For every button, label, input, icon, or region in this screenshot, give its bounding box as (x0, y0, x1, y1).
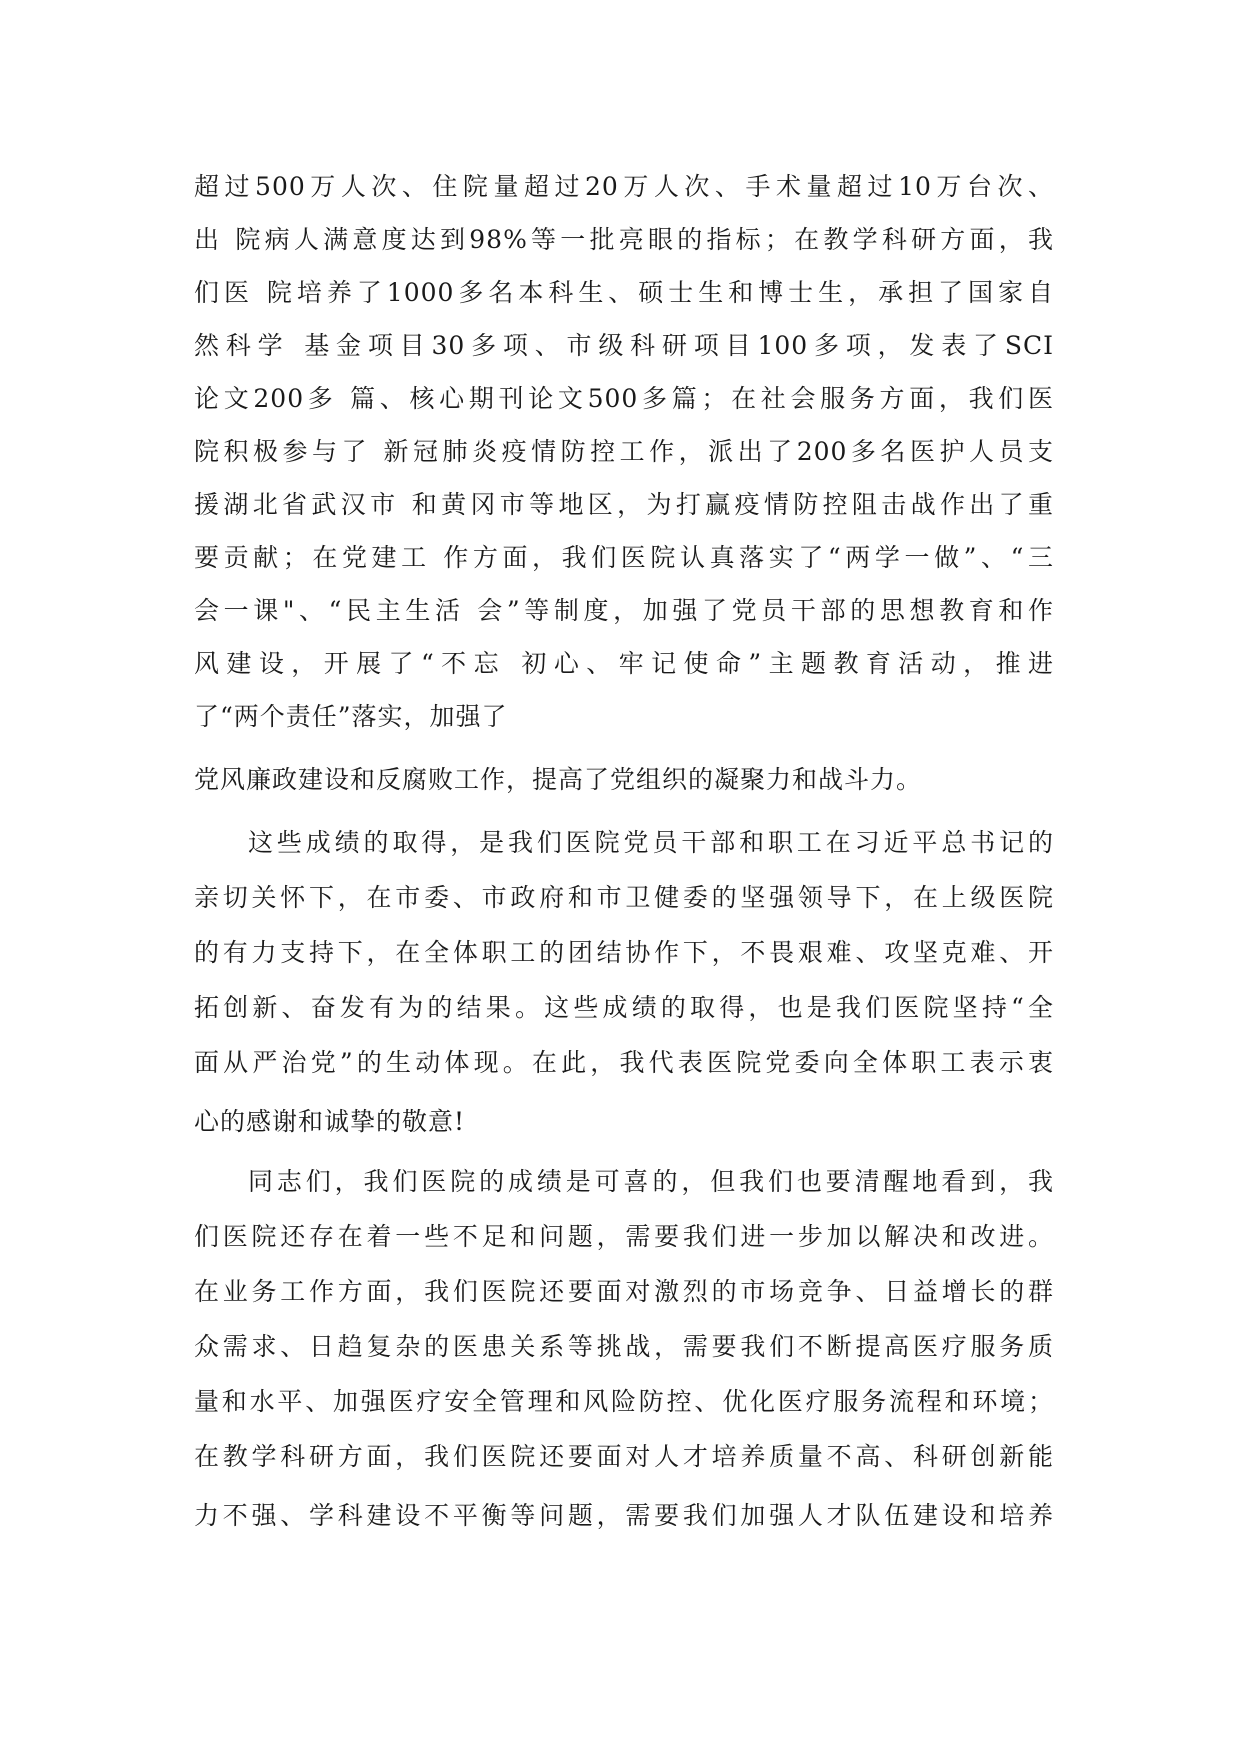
text-line: 会一课"、“民主生活 会”等制度，加强了党员干部的思想教育和作 (194, 596, 1054, 625)
text-line: 在业务工作方面，我们医院还要面对激烈的市场竞争、日益增长的群 (194, 1277, 1054, 1306)
text-line: 这些成绩的取得，是我们医院党员干部和职工在习近平总书记的 (248, 828, 1054, 857)
text-line: 了“两个责任”落实，加强了 (194, 702, 508, 731)
text-line: 院积极参与了 新冠肺炎疫情防控工作，派出了200多名医护人员支 (194, 437, 1054, 466)
text-line: 们医院还存在着一些不足和问题，需要我们进一步加以解决和改进。 (194, 1222, 1054, 1251)
text-line: 众需求、日趋复杂的医患关系等挑战，需要我们不断提高医疗服务质 (194, 1332, 1054, 1361)
text-line: 的有力支持下，在全体职工的团结协作下，不畏艰难、攻坚克难、开 (194, 938, 1054, 967)
text-line: 要贡献；在党建工 作方面，我们医院认真落实了“两学一做”、“三 (194, 543, 1054, 572)
text-line: 超过500万人次、住院量超过20万人次、手术量超过10万台次、 (194, 172, 1054, 201)
text-line: 亲切关怀下，在市委、市政府和市卫健委的坚强领导下，在上级医院 (194, 883, 1054, 912)
text-line: 拓创新、奋发有为的结果。这些成绩的取得，也是我们医院坚持“全 (194, 993, 1054, 1022)
text-line: 党风廉政建设和反腐败工作，提高了党组织的凝聚力和战斗力。 (194, 765, 923, 794)
text-line: 然科学 基金项目30多项、市级科研项目100多项，发表了SCI (194, 331, 1054, 360)
text-line: 风建设，开展了“不忘 初心、牢记使命”主题教育活动，推进 (194, 649, 1054, 678)
text-line: 出 院病人满意度达到98%等一批亮眼的指标；在教学科研方面，我 (194, 225, 1054, 254)
text-line: 论文200多 篇、核心期刊论文500多篇；在社会服务方面，我们医 (194, 384, 1054, 413)
text-line: 援湖北省武汉市 和黄冈市等地区，为打赢疫情防控阻击战作出了重 (194, 490, 1054, 519)
text-line: 心的感谢和诚挚的敬意! (194, 1107, 466, 1136)
text-line: 面从严治党”的生动体现。在此，我代表医院党委向全体职工表示衷 (194, 1048, 1054, 1077)
text-line: 同志们，我们医院的成绩是可喜的，但我们也要清醒地看到，我 (248, 1167, 1054, 1196)
text-line: 量和水平、加强医疗安全管理和风险防控、优化医疗服务流程和环境； (194, 1387, 1054, 1416)
text-line: 力不强、学科建设不平衡等问题，需要我们加强人才队伍建设和培养 (194, 1501, 1054, 1530)
text-line: 在教学科研方面，我们医院还要面对人才培养质量不高、科研创新能 (194, 1442, 1054, 1471)
text-line: 们医 院培养了1000多名本科生、硕士生和博士生，承担了国家自 (194, 278, 1054, 307)
